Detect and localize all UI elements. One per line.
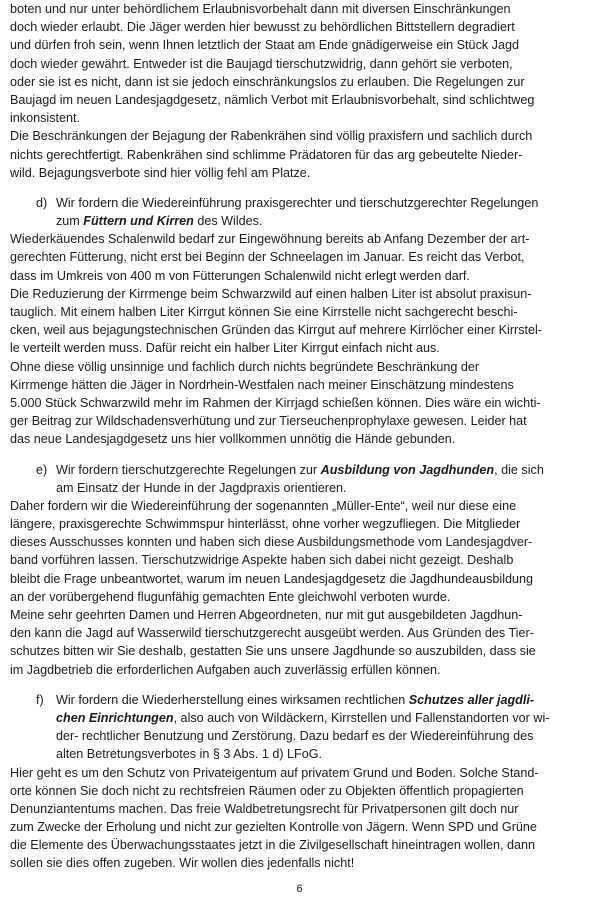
item-heading-cont: chen Einrichtungen, also auch von Wildäckern, Kirrstellen und Fallenstandorten vor wi- xyxy=(56,710,550,725)
text-line: sollen sie dies offen zugeben. Wir wollen dies jedenfalls nicht! xyxy=(10,856,355,871)
text-line: im Jagdbetrieb die erforderlichen Aufgaben auch zuverlässig erfüllen können. xyxy=(10,662,441,677)
emphasis: Füttern und Kirren xyxy=(83,214,194,229)
item-heading-cont: am Einsatz der Hunde in der Jagdpraxis orientieren. xyxy=(56,480,347,495)
item-heading: Wir fordern die Wiedereinführung praxisgerechter und tierschutzgerechter Regelungen xyxy=(56,195,539,210)
list-item xyxy=(10,461,588,479)
text-line: Ohne diese völlig unsinnige und fachlich durch nichts begründete Beschränkung der xyxy=(10,359,480,374)
text-line: boten und nur unter behördlichem Erlaubnisvorbehalt dann mit diversen Einschränkungen xyxy=(10,2,511,16)
text-line: Wiederkäuendes Schalenwild bedarf zur Eingewöhnung bereits ab Anfang Dezember der art- xyxy=(10,232,530,247)
text-line: le verteilt werden muss. Dafür reicht ein halber Liter Kirrgut einfach nicht aus. xyxy=(10,341,440,356)
text-line: Die Reduzierung der Kirrmenge beim Schwarzwild auf einen halben Liter ist absolut praxisun- xyxy=(10,286,532,301)
emphasis: Schutzes aller jagdli- xyxy=(408,692,535,707)
text-line: Meine sehr geehrten Damen und Herren Abgeordneten, nur mit gut ausgebildeten Jagdhun- xyxy=(10,608,523,622)
item-heading: Wir fordern die Wiederherstellung eines wirksamen rechtlichen Schutzes aller jagdli- xyxy=(56,692,535,707)
text-line: doch wieder erlaubt. Die Jäger werden hier bewusst zu behördlichen Bittstellern degradiert xyxy=(10,20,515,35)
text-line: oder sie ist es nicht, dann ist sie jedoch einschränkungslos zu erlauben. Die Regelungen zur xyxy=(10,74,525,89)
text-line: die Elemente des Überwachungsstaates jetzt in die Zivilgesellschaft hineintragen wollen, dann xyxy=(10,838,536,853)
text-line: inkonsistent. xyxy=(10,111,81,126)
text-line: Daher fordern wir die Wiedereinführung der sogenannten „Müller-Ente“, weil nur diese eine xyxy=(10,498,517,513)
text-line: dieses Ausschusses konnten und haben sich diese Ausbildungsmethode vom Landesjagdver- xyxy=(10,535,533,550)
text-line: das neue Landesjagdgesetz uns hier vollkommen unnötig die Hände gebunden. xyxy=(10,432,456,447)
text-line: Baujagd im neuen Landesjagdgesetz, nämlich Verbot mit Erlaubnisvorbehalt, sind schlichtweg xyxy=(10,92,535,107)
text-line: längere, praxisgerechte Schwimmspur hinterlässt, ohne vorher wegzufliegen. Die Mitglieder xyxy=(10,517,521,532)
text-line: Kirrmenge hätten die Jäger in Nordrhein-Westfalen nach meiner Einschätzung mindestens xyxy=(10,377,514,392)
text-line: band vorführen lassen. Tierschutzwidrige Aspekte haben sich dabei nicht gezeigt. Deshalb xyxy=(10,553,514,568)
text-line: ger Beitrag zur Wildschadensverhütung und zur Tierseuchenprophylaxe gewesen. Leider hat xyxy=(10,414,527,429)
text-line: orte können Sie doch nicht zu rechtsfreien Räumen oder zu Objekten öffentlich propagierten xyxy=(10,783,524,798)
list-marker: f) xyxy=(36,692,44,707)
demand-f xyxy=(10,691,588,873)
text-line: doch wieder gewährt. Entweder ist die Baujagd tierschutzwidrig, dann gehört sie verboten, xyxy=(10,56,513,71)
page-number: 6 xyxy=(296,883,303,895)
text-line: an der vorübergehend flugunfähig gemachten Ente gleichwohl verboten wurde. xyxy=(10,589,451,604)
text-line: 5.000 Stück Schwarzwild mehr im Rahmen der Kirrjagd schießen können. Dies wäre ein wichti- xyxy=(10,395,541,410)
text-line: tauglich. Mit einem halben Liter Kirrgut können Sie eine Kirrstelle nicht sachgerecht beschi- xyxy=(10,305,518,319)
text-line: Die Beschränkungen der Bejagung der Rabenkrähen sind völlig praxisfern und sachlich durch xyxy=(10,129,533,144)
text-line: den kann die Jagd auf Wasserwild tierschutzgerecht ausgeübt werden. Aus Gründen des Tier- xyxy=(10,626,534,641)
demand-e xyxy=(10,461,588,679)
list-marker: d) xyxy=(36,195,48,210)
text-line: dass im Umkreis von 400 m von Fütterungen Schalenwild nicht erlegt werden darf. xyxy=(10,268,470,283)
demand-d xyxy=(10,194,588,449)
text-line: schutzes bitten wir Sie deshalb, gestatten Sie uns unsere Jagdhunde so auszubilden, dass sie xyxy=(10,644,536,659)
text-line: zum Zwecke der Erholung und nicht zur gezielten Kontrolle von Jägern. Wenn SPD und Grüne xyxy=(10,820,537,835)
item-heading-cont: zum Füttern und Kirren des Wildes. xyxy=(56,214,263,229)
list-marker: e) xyxy=(36,462,48,477)
item-heading: Wir fordern tierschutzgerechte Regelungen zur Ausbildung von Jagdhunden, die sich xyxy=(56,462,544,477)
text-line: cken, weil aus bejagungstechnischen Gründen das Kirrgut auf mehrere Kirrlöcher einer Kirrstel- xyxy=(10,323,542,338)
text-line: und dürfen froh sein, wenn Ihnen letztlich der Staat am Ende gnädigerweise ein Stück Jagd xyxy=(10,38,519,53)
emphasis: Ausbildung von Jagdhunden xyxy=(320,462,495,477)
text-line: Hier geht es um den Schutz von Privateigentum auf privatem Grund und Boden. Solche Stand- xyxy=(10,765,539,780)
document-page xyxy=(10,0,588,873)
text-line: wild. Bejagungsverbote sind hier völlig fehl am Platze. xyxy=(10,165,311,180)
emphasis: chen Einrichtungen xyxy=(56,710,174,725)
intro-paragraph xyxy=(10,0,588,182)
item-heading-cont: der- rechtlicher Benutzung und Zerstörung. Dazu bedarf es der Wiedereinführung des xyxy=(56,729,534,744)
text-line: gerechten Fütterung, nicht erst bei Beginn der Schneelagen im Januar. Es reicht das Verbot, xyxy=(10,250,525,265)
list-item xyxy=(10,691,588,709)
text-line: Denunziantentums machen. Das freie Waldbetretungsrecht für Privatpersonen gilt doch nur xyxy=(10,801,519,816)
text-line: nichts gerechtfertigt. Rabenkrähen sind schlimme Prädatoren für das arg gebeutelte Nieder- xyxy=(10,147,523,162)
text-line: bleibt die Frage unbeantwortet, warum im neuen Landesjagdgesetz die Jagdhundeausbildung xyxy=(10,571,534,586)
item-heading-cont: alten Betretungsverbotes in § 3 Abs. 1 d) LFoG. xyxy=(56,747,323,762)
list-item xyxy=(10,194,588,212)
